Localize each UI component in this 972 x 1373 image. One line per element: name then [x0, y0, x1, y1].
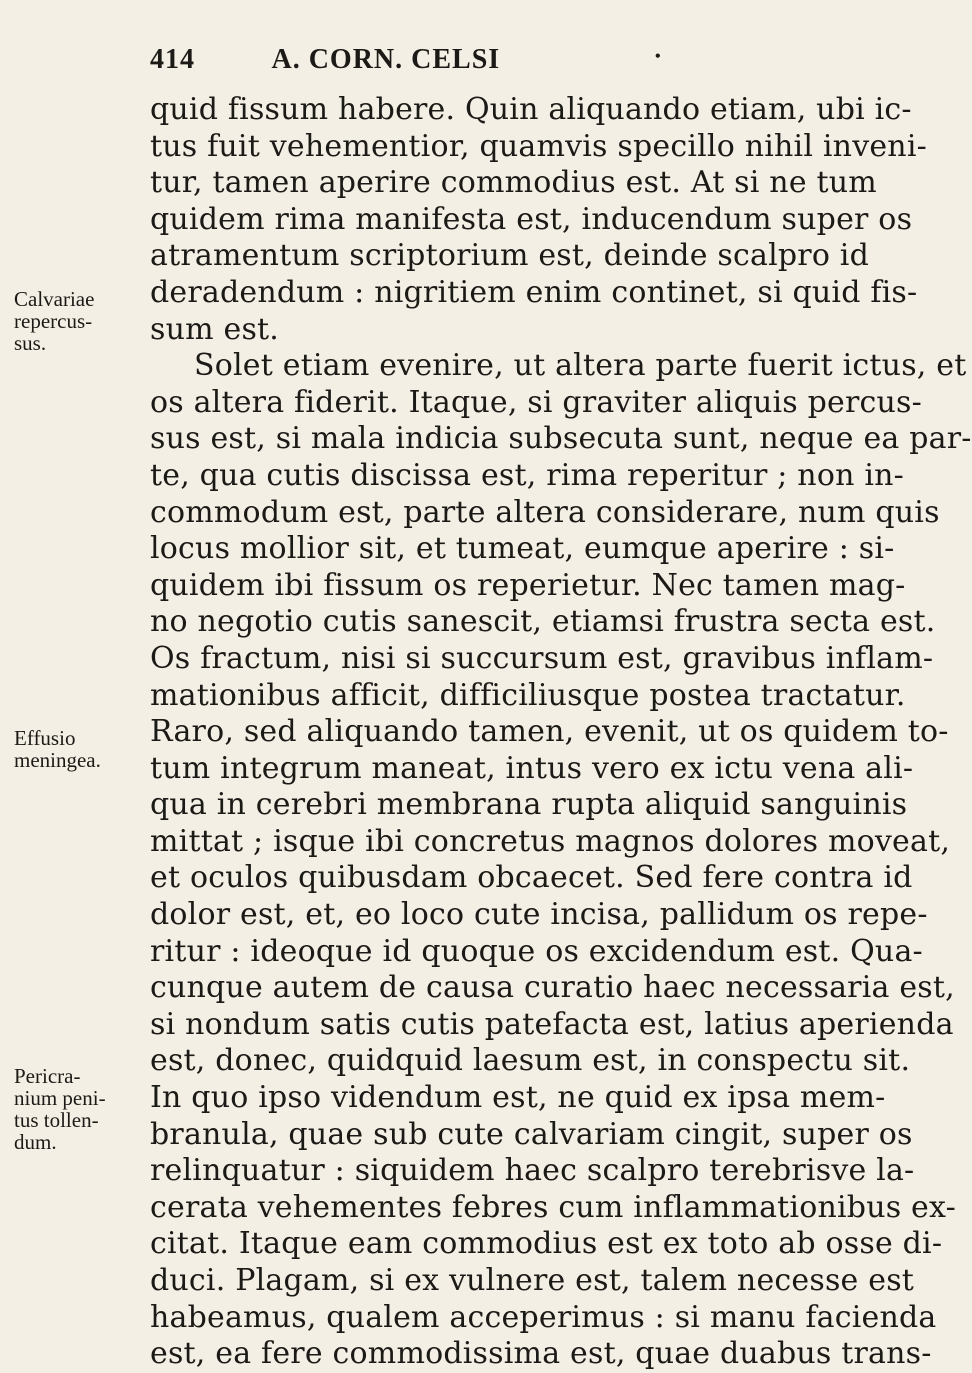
text-line: mittat ; isque ibi concretus magnos dolores moveat,	[150, 823, 951, 859]
margin-note-line: Calvariae	[14, 287, 95, 311]
text-line: cunque autem de causa curatio haec necessaria est,	[150, 970, 955, 1006]
margin-note-line: Effusio	[14, 726, 76, 750]
text-line: In quo ipso videndum est, ne quid ex ipsa mem-	[150, 1080, 886, 1116]
page-number: 414	[150, 44, 195, 75]
text-line: ritur : ideoque id quoque os excidendum est. Qua-	[150, 933, 923, 969]
text-line: habeamus, qualem acceperimus : si manu facienda	[150, 1299, 937, 1335]
margin-note-line: meningea.	[14, 748, 101, 772]
text-line: si nondum satis cutis patefacta est, latius aperienda	[150, 1006, 954, 1042]
text-line: cerata vehementes febres cum inflammationibus ex-	[150, 1189, 956, 1225]
text-line: mationibus afficit, difficiliusque postea tractatur.	[150, 677, 906, 713]
text-line: quidem ibi fissum os reperietur. Nec tamen mag-	[150, 567, 906, 603]
margin-note-line: tus tollen-	[14, 1108, 99, 1132]
body-text	[150, 92, 972, 1373]
text-line: tum integrum maneat, intus vero ex ictu vena ali-	[150, 750, 914, 786]
text-line: sus est, si mala indicia subsecuta sunt, neque ea par-	[150, 421, 972, 457]
text-line: qua in cerebri membrana rupta aliquid sanguinis	[150, 787, 908, 823]
text-line: duci. Plagam, si ex vulnere est, talem necesse est	[150, 1263, 915, 1298]
text-line: tus fuit vehementior, quamvis specillo nihil inveni-	[150, 128, 927, 164]
text-line: relinquatur : siquidem haec scalpro terebrisve la-	[150, 1153, 915, 1189]
margin-note-line: dum.	[14, 1130, 57, 1154]
printer-mark: •	[655, 48, 662, 65]
text-line: te, qua cutis discissa est, rima reperitur ; non in-	[150, 457, 904, 493]
text-line: quidem rima manifesta est, inducendum super os	[150, 201, 913, 237]
text-line: est, ea fere commodissima est, quae duabus trans-	[150, 1336, 932, 1372]
text-line: commodum est, parte altera considerare, num quis	[150, 494, 940, 530]
text-line: citat. Itaque eam commodius est ex toto ab osse di-	[150, 1226, 943, 1262]
text-line: est, donec, quidquid laesum est, in conspectu sit.	[150, 1043, 911, 1079]
text-line: deradendum : nigritiem enim continet, si quid fis-	[150, 274, 918, 310]
running-title: A. CORN. CELSI	[271, 44, 501, 75]
margin-note-effusio	[14, 727, 144, 771]
margin-note-pericranium	[14, 1065, 144, 1153]
text-line: Raro, sed aliquando tamen, evenit, ut os quidem to-	[150, 714, 949, 750]
text-line: no negotio cutis sanescit, etiamsi frustra secta est.	[150, 604, 936, 640]
margin-note-line: Pericra-	[14, 1064, 81, 1088]
running-header	[150, 44, 662, 76]
text-line: atramentum scriptorium est, deinde scalpro id	[150, 238, 870, 274]
text-line: Solet etiam evenire, ut altera parte fuerit ictus, et	[194, 348, 967, 384]
text-line: locus mollior sit, et tumeat, eumque aperire : si-	[150, 531, 895, 567]
text-line: et oculos quibusdam obcaecet. Sed fere contra id	[150, 860, 913, 896]
margin-note-line: sus.	[14, 331, 47, 355]
text-line: branula, quae sub cute calvariam cingit, super os	[150, 1116, 913, 1152]
text-line: Os fractum, nisi si succursum est, gravibus inflam-	[150, 640, 934, 676]
text-line: tur, tamen aperire commodius est. At si ne tum	[150, 165, 877, 201]
text-line: os altera fiderit. Itaque, si graviter aliquis percus-	[150, 384, 922, 420]
margin-note-line: nium peni-	[14, 1086, 106, 1110]
margin-note-calvariae	[14, 288, 144, 354]
text-line: sum est.	[150, 311, 280, 347]
text-line: quid fissum habere. Quin aliquando etiam, ubi ic-	[150, 92, 912, 127]
text-line: dolor est, et, eo loco cute incisa, pallidum os repe-	[150, 897, 928, 933]
margin-note-line: repercus-	[14, 309, 93, 333]
